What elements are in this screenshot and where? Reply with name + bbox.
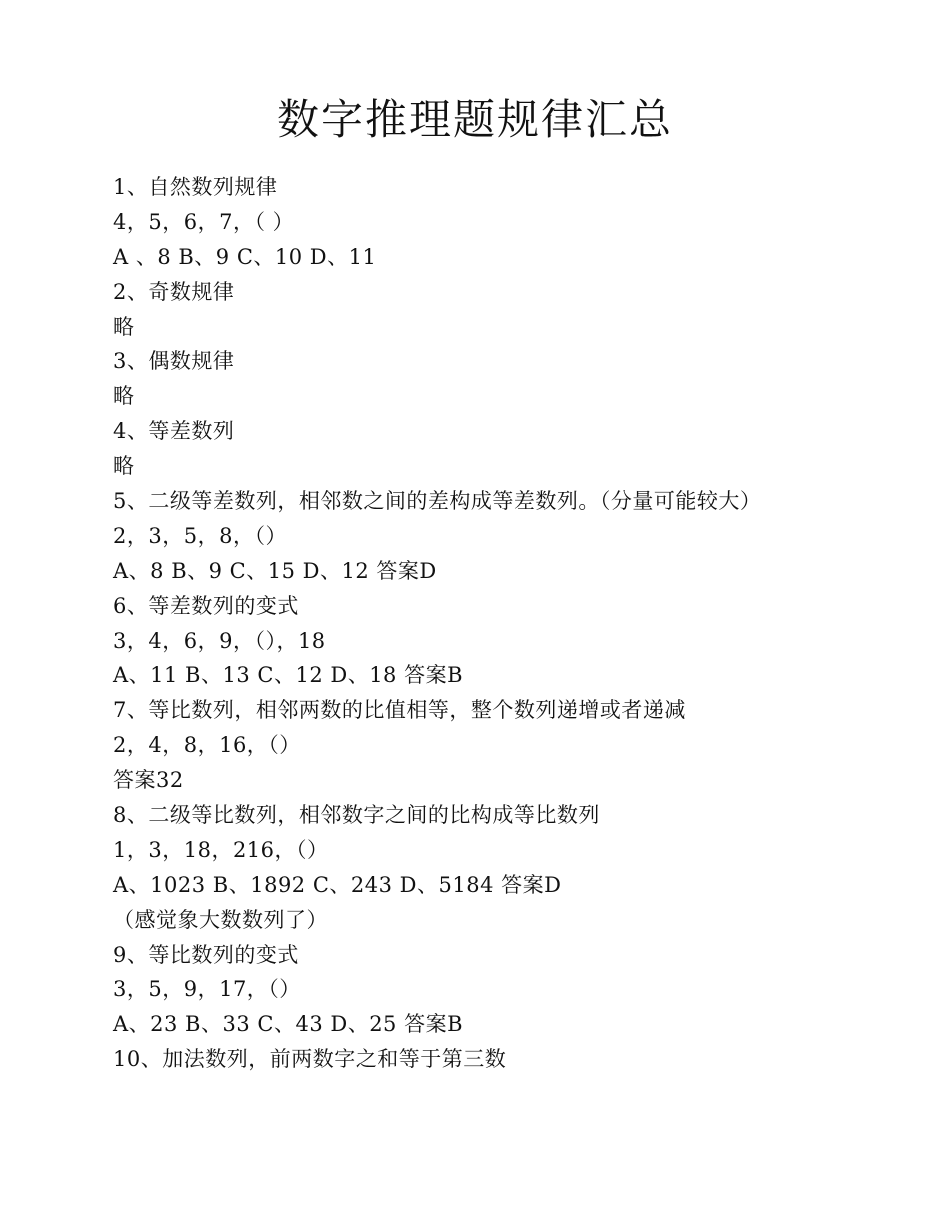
text-line: 6、等差数列的变式 (113, 593, 299, 618)
text-line: 略 (113, 454, 135, 479)
text-line: A、11 B、13 C、12 D、18 答案B (113, 663, 464, 688)
text-line: A、8 B、9 C、15 D、12 答案D (113, 558, 437, 583)
text-line: 10、加法数列，前两数字之和等于第三数 (113, 1047, 507, 1072)
text-line: 5、二级等差数列，相邻数之间的差构成等差数列。（分量可能较大） (113, 489, 762, 514)
text-line: 8、二级等比数列，相邻数字之间的比构成等比数列 (113, 803, 600, 828)
text-line: 3、偶数规律 (113, 349, 235, 374)
text-line: 略 (113, 314, 135, 339)
text-line: 2、奇数规律 (113, 279, 235, 304)
text-line: A、1023 B、1892 C、243 D、5184 答案D (113, 872, 562, 897)
text-line: 4，5，6，7，（ ） (113, 209, 295, 234)
text-line: 1、自然数列规律 (113, 175, 278, 199)
text-line: 略 (113, 384, 135, 409)
document-body (113, 170, 913, 1077)
text-line: 4、等差数列 (113, 419, 235, 444)
text-line: A 、8 B、9 C、10 D、11 (113, 244, 377, 269)
text-line: （感觉象大数数列了） (113, 907, 328, 932)
text-line: 3，4，6，9，（），18 (113, 628, 326, 653)
text-line: 1，3，18，216，（） (113, 837, 329, 862)
text-line: 答案32 (113, 768, 184, 793)
text-line: A、23 B、33 C、43 D、25 答案B (113, 1012, 464, 1037)
text-line: 3，5，9，17，（） (113, 977, 301, 1002)
page-title: 数字推理题规律汇总 (276, 95, 673, 144)
text-line: 2，3，5，8，（） (113, 523, 287, 548)
text-line: 7、等比数列，相邻两数的比值相等，整个数列递增或者递减 (113, 698, 686, 723)
text-line: 9、等比数列的变式 (113, 942, 299, 967)
text-line: 2，4，8，16，（） (113, 733, 301, 758)
